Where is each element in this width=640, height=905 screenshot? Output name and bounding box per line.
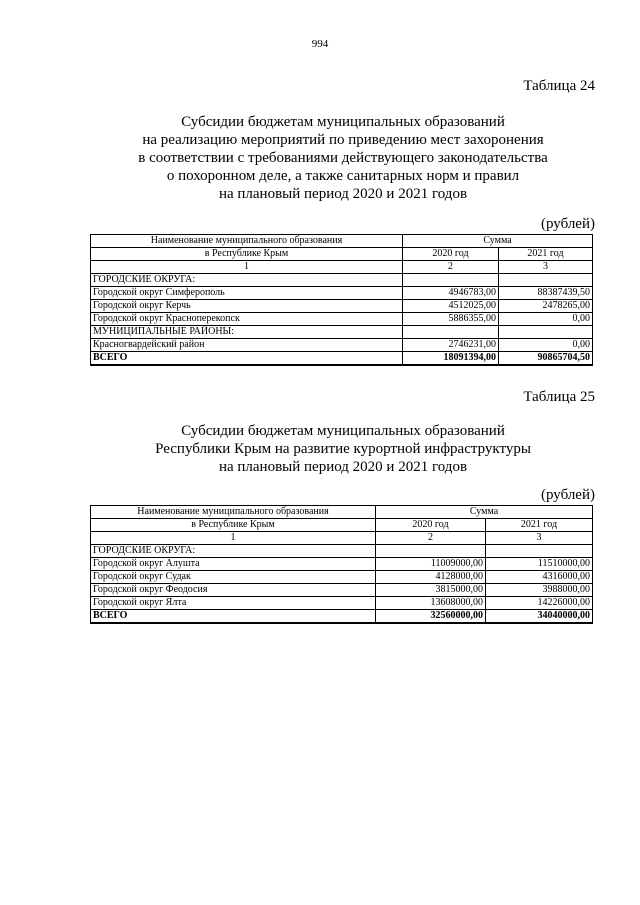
table-header-row bbox=[91, 235, 593, 248]
table-24-label: Таблица 24 bbox=[523, 78, 595, 94]
row-name-cell: Городской округ Керчь bbox=[91, 300, 403, 313]
header-name-cell: в Республике Крым bbox=[91, 519, 376, 532]
table-24 bbox=[90, 234, 593, 366]
row-value-cell: 4128000,00 bbox=[376, 571, 486, 584]
table-25-unit: (рублей) bbox=[540, 487, 595, 503]
column-number-cell: 2 bbox=[403, 261, 499, 274]
heading-line: Республики Крым на развитие курортной инфраструктуры bbox=[155, 441, 531, 457]
row-name-cell: Красногвардейский район bbox=[91, 339, 403, 352]
row-value-cell: 11009000,00 bbox=[376, 558, 486, 571]
row-value-cell: 3815000,00 bbox=[376, 584, 486, 597]
column-number-cell: 3 bbox=[499, 261, 593, 274]
table-row bbox=[91, 313, 593, 326]
row-value-cell bbox=[403, 326, 499, 339]
row-name-cell: ГОРОДСКИЕ ОКРУГА: bbox=[91, 274, 403, 287]
row-value-cell: 2478265,00 bbox=[499, 300, 593, 313]
table-row bbox=[91, 274, 593, 287]
heading-line: на плановый период 2020 и 2021 годов bbox=[218, 459, 468, 475]
row-value-cell: 4512025,00 bbox=[403, 300, 499, 313]
total-value-cell: 34040000,00 bbox=[486, 610, 593, 624]
row-value-cell: 14226000,00 bbox=[486, 597, 593, 610]
row-name-cell: Городской округ Судак bbox=[91, 571, 376, 584]
table-row bbox=[91, 339, 593, 352]
row-name-cell: Городской округ Ялта bbox=[91, 597, 376, 610]
table-row bbox=[91, 545, 593, 558]
table-row bbox=[91, 584, 593, 597]
heading-line: о похоронном деле, а также санитарных норм и правил bbox=[166, 168, 520, 184]
row-name-cell: МУНИЦИПАЛЬНЫЕ РАЙОНЫ: bbox=[91, 326, 403, 339]
table-header-row bbox=[91, 506, 593, 519]
table-24-heading bbox=[90, 113, 596, 203]
table-row bbox=[91, 571, 593, 584]
row-name-cell: Городской округ Симферополь bbox=[91, 287, 403, 300]
table-row bbox=[91, 597, 593, 610]
row-value-cell: 11510000,00 bbox=[486, 558, 593, 571]
header-year-cell: 2020 год bbox=[403, 248, 499, 261]
total-value-cell: 32560000,00 bbox=[376, 610, 486, 624]
column-number-cell: 3 bbox=[486, 532, 593, 545]
table-row bbox=[91, 558, 593, 571]
table-25-label: Таблица 25 bbox=[523, 389, 595, 405]
row-value-cell bbox=[486, 545, 593, 558]
column-number-cell: 2 bbox=[376, 532, 486, 545]
row-value-cell: 3988000,00 bbox=[486, 584, 593, 597]
table-header-row bbox=[91, 261, 593, 274]
total-name-cell: ВСЕГО bbox=[91, 610, 376, 624]
table-header-row bbox=[91, 532, 593, 545]
heading-line: на реализацию мероприятий по приведению мест захоронения bbox=[142, 132, 544, 148]
row-value-cell: 0,00 bbox=[499, 313, 593, 326]
row-value-cell bbox=[499, 326, 593, 339]
page-number: 994 bbox=[311, 38, 329, 50]
column-number-cell: 1 bbox=[91, 261, 403, 274]
heading-line: на плановый период 2020 и 2021 годов bbox=[218, 186, 468, 202]
table-total-row bbox=[91, 352, 593, 366]
header-name-cell: Наименование муниципального образования bbox=[91, 506, 376, 519]
row-value-cell: 4316000,00 bbox=[486, 571, 593, 584]
row-name-cell: Городской округ Феодосия bbox=[91, 584, 376, 597]
row-value-cell: 4946783,00 bbox=[403, 287, 499, 300]
column-number-cell: 1 bbox=[91, 532, 376, 545]
table-header-row bbox=[91, 519, 593, 532]
row-name-cell: Городской округ Алушта bbox=[91, 558, 376, 571]
row-value-cell: 5886355,00 bbox=[403, 313, 499, 326]
header-year-cell: 2020 год bbox=[376, 519, 486, 532]
table-total-row bbox=[91, 610, 593, 624]
row-value-cell bbox=[403, 274, 499, 287]
row-value-cell bbox=[376, 545, 486, 558]
table-row bbox=[91, 287, 593, 300]
row-name-cell: Городской округ Красноперекопск bbox=[91, 313, 403, 326]
heading-line: Субсидии бюджетам муниципальных образований bbox=[181, 114, 505, 130]
row-value-cell: 88387439,50 bbox=[499, 287, 593, 300]
row-value-cell bbox=[499, 274, 593, 287]
table-row bbox=[91, 300, 593, 313]
header-year-cell: 2021 год bbox=[486, 519, 593, 532]
heading-line: в соответствии с требованиями действующего законодательства bbox=[138, 150, 548, 166]
heading-line: Субсидии бюджетам муниципальных образований bbox=[181, 423, 505, 439]
header-year-cell: 2021 год bbox=[499, 248, 593, 261]
table-row bbox=[91, 326, 593, 339]
table-25 bbox=[90, 505, 593, 624]
row-value-cell: 0,00 bbox=[499, 339, 593, 352]
total-name-cell: ВСЕГО bbox=[91, 352, 403, 366]
table-24-unit: (рублей) bbox=[540, 216, 595, 232]
total-value-cell: 18091394,00 bbox=[403, 352, 499, 366]
header-name-cell: Наименование муниципального образования bbox=[91, 235, 403, 248]
header-sum-cell: Сумма bbox=[403, 235, 593, 248]
row-name-cell: ГОРОДСКИЕ ОКРУГА: bbox=[91, 545, 376, 558]
table-header-row bbox=[91, 248, 593, 261]
table-25-heading bbox=[90, 422, 596, 476]
row-value-cell: 2746231,00 bbox=[403, 339, 499, 352]
header-name-cell: в Республике Крым bbox=[91, 248, 403, 261]
total-value-cell: 90865704,50 bbox=[499, 352, 593, 366]
row-value-cell: 13608000,00 bbox=[376, 597, 486, 610]
header-sum-cell: Сумма bbox=[376, 506, 593, 519]
